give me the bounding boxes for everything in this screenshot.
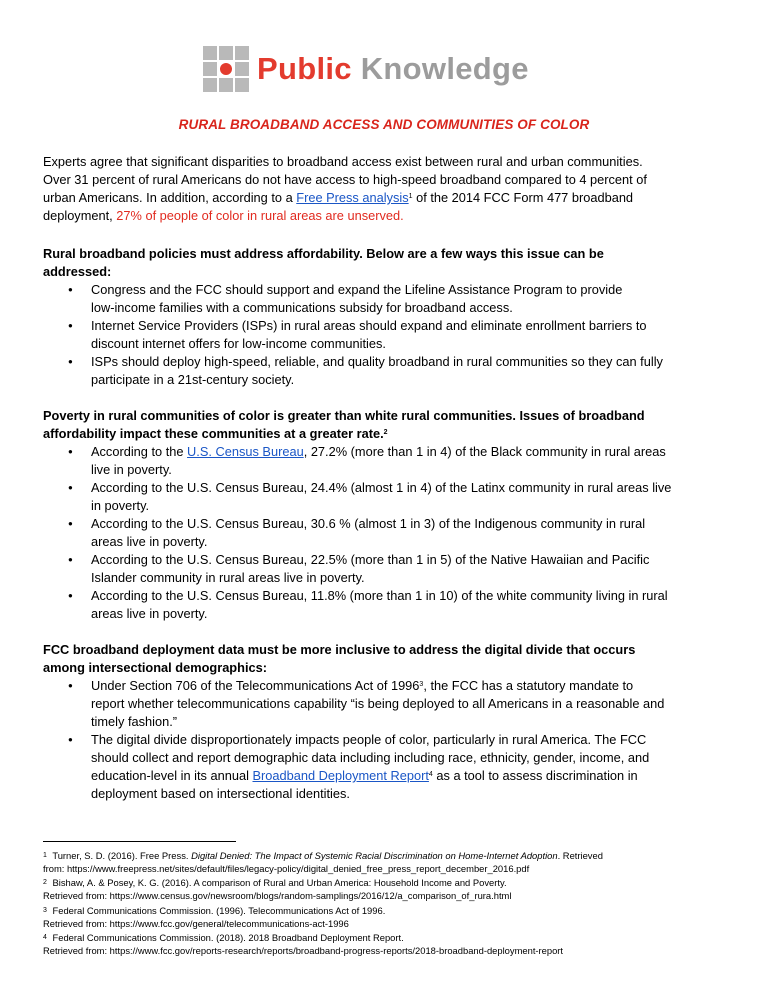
logo-wordmark <box>257 51 529 87</box>
unserved-stat: 27% of people of color in rural areas are unserved. <box>116 208 404 223</box>
logo-grid-icon <box>203 46 249 92</box>
list-item: ● Congress and the FCC should support and expand the Lifeline Assistance Program to provide low-income families with a communications subsidy for broadband access. <box>43 281 713 317</box>
footnote-ref-1[interactable]: 1 <box>408 193 413 200</box>
section2-heading: Poverty in rural communities of color is greater than white rural communities. Issues of broadband affordability impact these communities at a greater rate.$^2$ <box>43 408 645 441</box>
intro-line-4: deployment, 27% of people of color in rural areas are unserved. <box>43 208 404 223</box>
footnote-3: $^3$ Federal Communications Commission. (1996). Telecommunications Act of 1996. Retrieved from: https://www.fcc.gov/general/telecommunications-act-1996 <box>43 905 386 929</box>
intro-line-1: Experts agree that significant disparities to broadband access exist between rural and urban communities. <box>43 154 643 169</box>
list-item: ● According to the U.S. Census Bureau, 11.8% (more than 1 in 10) of the white community living in rural areas live in poverty. <box>43 587 713 623</box>
footnote-ref-3[interactable]: 3 <box>419 681 424 688</box>
footnote-ref-4[interactable]: 4 <box>428 771 433 778</box>
logo-word-knowledge: Knowledge <box>360 51 529 86</box>
section2-list <box>43 443 713 623</box>
footnote-4: $^4$ Federal Communications Commission. (2018). 2018 Broadband Deployment Report. Retrieved from: https://www.fcc.gov/reports-research/reports/broadband-progress-reports/2018-broadband-deployment-report <box>43 932 564 956</box>
intro-paragraph <box>43 153 723 225</box>
list-item: ● ISPs should deploy high-speed, reliable, and quality broadband in rural communities so they can fully participate in a 21st-century society. <box>43 353 713 389</box>
list-item: ● The digital divide disproportionately impacts people of color, particularly in rural America. The FCC should collect and report demographic data including including race, ethnicity, gender, income, and education-level in its annual Broadband Deployment Report$^4$ as a tool to assess discrimination in deployment based on intersectional identities. <box>43 731 713 803</box>
intro-line-2: Over 31 percent of rural Americans do not have access to high-speed broadband compared to 4 percent of <box>43 172 647 187</box>
section3-heading: FCC broadband deployment data must be more inclusive to address the digital divide that occurs among intersectional demographics: <box>43 642 636 675</box>
list-item: ● According to the U.S. Census Bureau, 30.6 % (almost 1 in 3) of the Indigenous community in rural areas live in poverty. <box>43 515 713 551</box>
list-item: ● Internet Service Providers (ISPs) in rural areas should expand and eliminate enrollment barriers to discount internet offers for low-income communities. <box>43 317 713 353</box>
section3-list <box>43 677 713 803</box>
public-knowledge-logo <box>203 44 529 94</box>
footnote-2: $^2$ Bishaw, A. & Posey, K. G. (2016). A comparison of Rural and Urban America: Household Income and Poverty. Retrieved from: https://www.census.gov/newsroom/blogs/random-samplings/2016/12/a_comparison_of_rura.html <box>43 877 512 901</box>
section1-list <box>43 281 713 389</box>
footnote-ref-2[interactable]: 2 <box>383 429 388 436</box>
intro-line-3: urban Americans. In addition, according to a Free Press analysis$^1$ of the 2014 FCC Form 477 broadband <box>43 190 634 205</box>
logo-word-public: Public <box>257 51 352 86</box>
broadband-deployment-report-link[interactable]: Broadband Deployment Report <box>252 768 429 783</box>
free-press-analysis-link[interactable]: Free Press analysis <box>296 190 409 205</box>
census-bureau-link[interactable]: U.S. Census Bureau <box>187 444 304 459</box>
list-item: ● According to the U.S. Census Bureau, 22.5% (more than 1 in 5) of the Native Hawaiian and Pacific Islander community in rural areas live in poverty. <box>43 551 713 587</box>
footnote-divider <box>43 841 236 842</box>
list-item: ● According to the U.S. Census Bureau, 24.4% (almost 1 in 4) of the Latinx community in rural areas live in poverty. <box>43 479 713 515</box>
section1-heading: Rural broadband policies must address affordability. Below are a few ways this issue can be addressed: <box>43 246 604 279</box>
footnote-1: $^1$ Turner, S. D. (2016). Free Press. Digital Denied: The Impact of Systemic Racial Discrimination on Home-Internet Adoption. Retrieved from: https://www.freepress.net/sites/default/files/legacy-policy/digital_denied_free_press_report_december_2016.pdf <box>43 850 603 874</box>
list-item: ● Under Section 706 of the Telecommunications Act of 1996$^3$, the FCC has a statutory mandate to report whether telecommunications capability “is being deployed to all Americans in a reasonable and timely fashion.” <box>43 677 713 731</box>
document-title: RURAL BROADBAND ACCESS AND COMMUNITIES OF COLOR <box>178 117 590 132</box>
list-item: ● According to the U.S. Census Bureau, 27.2% (more than 1 in 4) of the Black community in rural areas live in poverty. <box>43 443 713 479</box>
